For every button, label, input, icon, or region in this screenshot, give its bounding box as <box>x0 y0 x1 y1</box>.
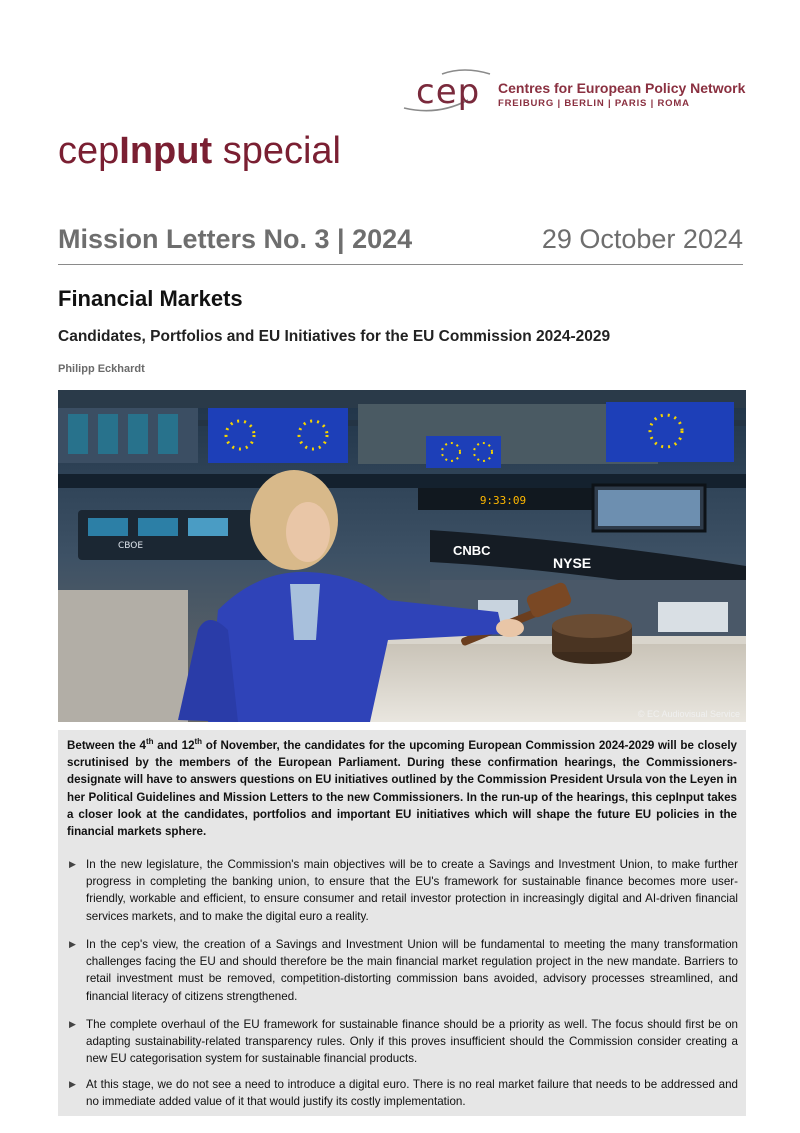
nyse-sign: NYSE <box>553 555 592 571</box>
intro-part-3: of November, the candidates for the upcoming European Commission 2024-2029 will be closely scrutinised by the members of the European Parliament. During these confirmation hearings, the Commissioners-designate will have to answers questions on EU initiatives outlined by the Commission President Ursula von the Leyen in her Political Guidelines and Mission Letters to the new Commissioners. In the run-up of the hearings, this cepInput takes a closer look at the candidates, portfolios and important EU initiatives which will shape the future EU policies in the financial markets sphere. <box>67 739 737 839</box>
logo-wordmark: cep <box>416 72 481 112</box>
bullet-arrow-icon: ▶ <box>69 939 76 949</box>
intro-paragraph <box>67 737 737 840</box>
eu-flag-1 <box>208 408 348 463</box>
photo-illustration <box>58 390 746 722</box>
topic-heading: Financial Markets <box>58 286 243 311</box>
publication-date: 29 October 2024 <box>541 224 743 254</box>
bullet-arrow-icon: ▶ <box>69 1079 76 1089</box>
logo-network-name: Centres for European Policy Network <box>498 80 746 96</box>
cep-logo <box>398 66 748 116</box>
intro-part-2: and 12 <box>153 739 195 752</box>
title-prefix: cep <box>58 130 120 172</box>
mission-number: Mission Letters No. 3 | 2024 <box>58 224 413 254</box>
intro-sup-2: th <box>194 737 203 747</box>
intro-part-1: Between the 4 <box>67 739 146 752</box>
subtitle: Candidates, Portfolios and EU Initiatives for the EU Commission 2024-2029 <box>58 328 611 345</box>
bullet-item: At this stage, we do not see a need to introduce a digital euro. There is no real market failure that needs to be addressed and no immediate added value of it that would justify its costly implementation. <box>86 1078 738 1109</box>
author-name: Philipp Eckhardt <box>58 363 145 375</box>
bullet-item: In the new legislature, the Commission's main objectives will be to create a Savings and Investment Union, to make further progress in completing the banking union, to ensure that the EU's framework for sustainable finance becomes more user-friendly, workable and efficient, to ensure consumer and retail investor protection in increasingly digital and AI-driven financial services markets, and to make the digital euro a reality. <box>86 858 738 923</box>
publication-title <box>58 130 341 173</box>
bullet-item: In the cep's view, the creation of a Savings and Investment Union will be fundamental to meeting the many transformation challenges facing the EU and should therefore be the main financial market regulation project in the new mandate. Barriers to retail investment must be removed, competition-distorting commission bans avoided, advisory processes streamlined, and financial literacy of citizens strengthened. <box>86 938 738 1003</box>
eu-flag-3 <box>606 402 734 462</box>
trading-floor-photo <box>58 390 746 722</box>
summary-box <box>58 730 746 1116</box>
logo-cities: FREIBURG | BERLIN | PARIS | ROMA <box>498 98 690 109</box>
booth-label: CBOE <box>118 541 144 551</box>
bullet-item: The complete overhaul of the EU framework for sustainable finance should be a priority as well. The focus should first be on adapting sustainability-related transparency rules. Only if this proves insufficient should the Commission consider creating a new EU categorisation system for sustainable financial products. <box>86 1018 738 1066</box>
cnbc-sign: CNBC <box>453 543 491 558</box>
title-suffix: special <box>212 130 341 172</box>
intro-sup-1: th <box>145 737 154 747</box>
bullet-arrow-icon: ▶ <box>69 859 76 869</box>
bullet-arrow-icon: ▶ <box>69 1019 76 1029</box>
title-bold: Input <box>119 130 213 172</box>
mission-line <box>58 224 743 265</box>
photo-credit: © EC Audiovisual Service <box>637 709 740 719</box>
eu-flag-2 <box>426 436 501 468</box>
ticker-time: 9:33:09 <box>479 494 527 507</box>
